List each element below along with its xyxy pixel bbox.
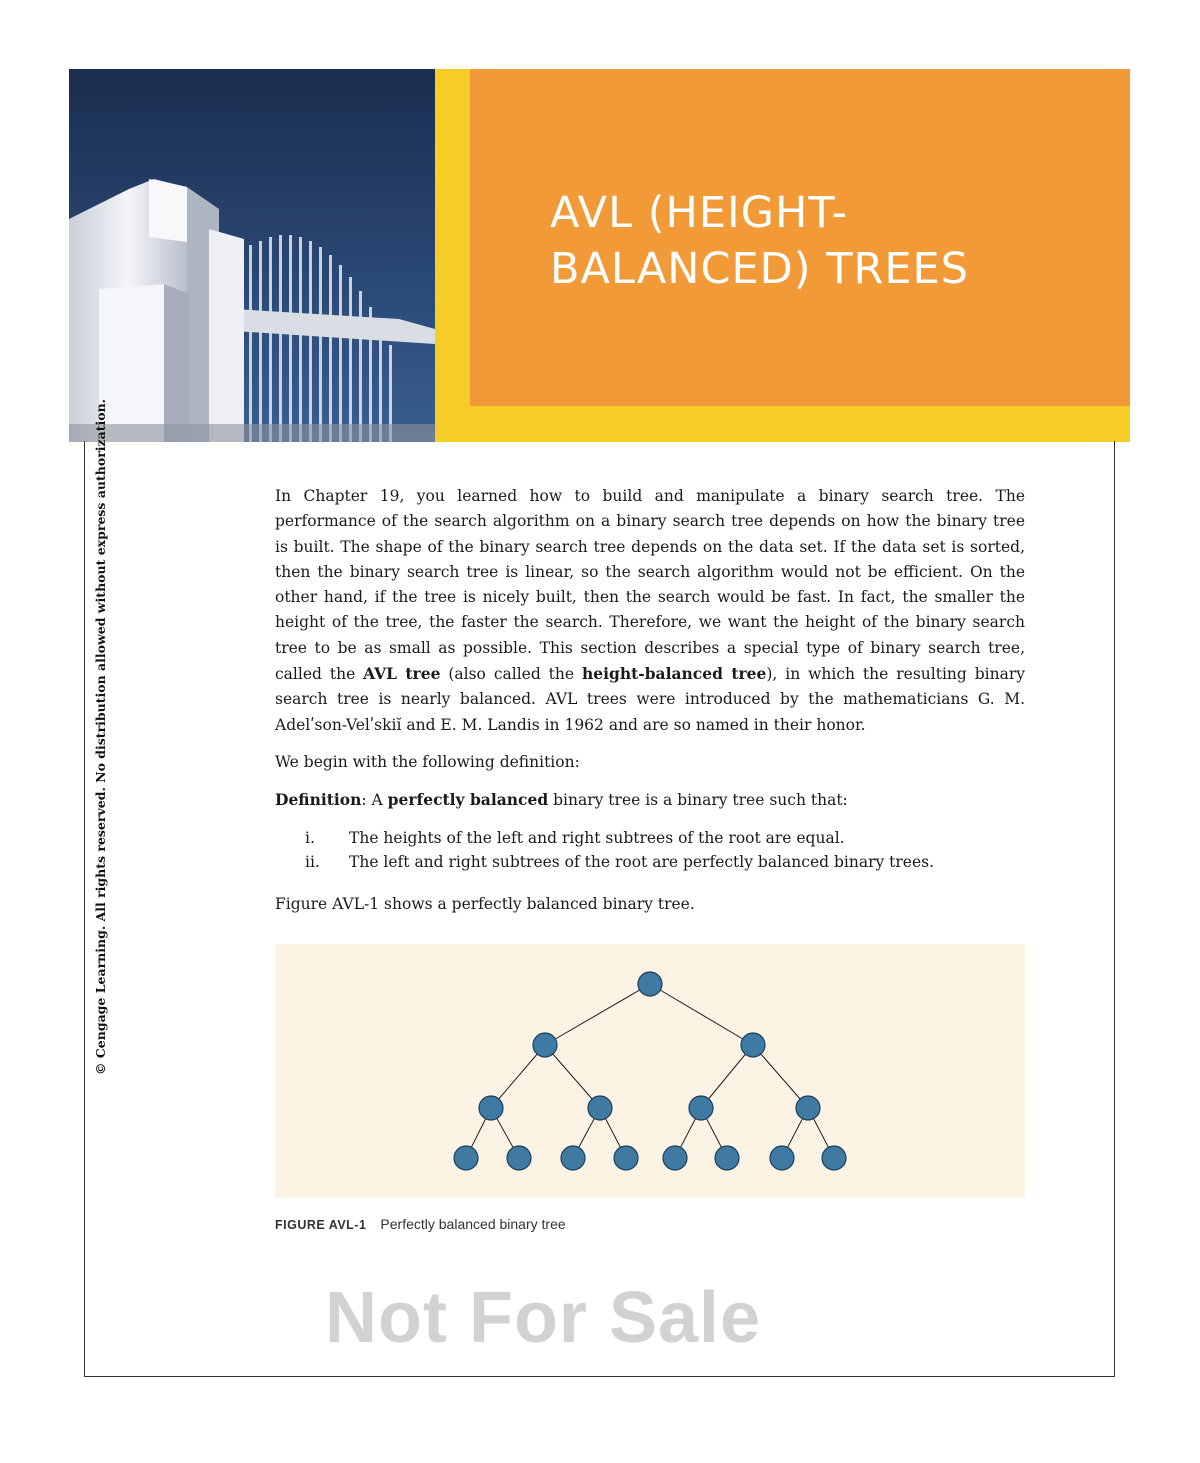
binary-tree-diagram <box>275 944 1025 1198</box>
tree-node <box>479 1096 503 1120</box>
figure-caption <box>275 1216 566 1232</box>
definition-term: perfectly balanced <box>387 790 549 810</box>
building-photo <box>69 69 435 442</box>
definition-paragraph <box>275 787 1025 813</box>
list-item <box>275 850 1025 874</box>
tree-node <box>715 1146 739 1170</box>
intro-text-3: ), in which the resulting binary search tree is nearly balanced. AVL trees were introduced by the mathematicians G. M. Adelʹson-Velʹskiĭ and E. M. Landis in 1962 and are so named in their honor. <box>275 665 1025 734</box>
tree-node <box>663 1146 687 1170</box>
list-text: The heights of the left and right subtrees of the root are equal. <box>349 828 845 847</box>
definition-conditions <box>275 826 1025 874</box>
tree-node <box>507 1146 531 1170</box>
copyright-notice: © Cengage Learning. All rights reserved. No distribution allowed without express authorization. <box>93 398 108 1075</box>
term-height-balanced-tree: height-balanced tree <box>581 664 767 684</box>
list-text: The left and right subtrees of the root are perfectly balanced binary trees. <box>349 852 935 871</box>
tree-node <box>561 1146 585 1170</box>
tree-node <box>741 1033 765 1057</box>
intro-text-2: (also called the <box>440 665 582 684</box>
figure-avl-1 <box>275 944 1025 1198</box>
term-avl-tree: AVL tree <box>363 664 441 684</box>
tree-node <box>454 1146 478 1170</box>
list-number: ii. <box>305 852 320 871</box>
tree-node <box>588 1096 612 1120</box>
tree-edge <box>545 984 650 1045</box>
tree-node <box>796 1096 820 1120</box>
not-for-sale-watermark: Not For Sale <box>325 1278 762 1358</box>
tree-node <box>533 1033 557 1057</box>
begin-paragraph: We begin with the following definition: <box>275 752 580 771</box>
tree-node <box>689 1096 713 1120</box>
figure-label: FIGURE AVL-1 <box>275 1218 367 1232</box>
definition-label: Definition <box>275 790 362 810</box>
tree-edge <box>650 984 753 1045</box>
list-item <box>275 826 1025 850</box>
figure-intro-paragraph: Figure AVL-1 shows a perfectly balanced binary tree. <box>275 894 695 913</box>
definition-rest: binary tree is a binary tree such that: <box>548 791 848 810</box>
chapter-header-photo <box>69 69 435 442</box>
tree-node <box>770 1146 794 1170</box>
chapter-title-line-1: AVL (HEIGHT- <box>550 188 849 238</box>
tree-node <box>614 1146 638 1170</box>
figure-caption-text: Perfectly balanced binary tree <box>380 1216 566 1232</box>
tree-node <box>638 972 662 996</box>
chapter-title <box>550 185 1110 297</box>
body-text <box>275 484 1025 917</box>
tree-node <box>822 1146 846 1170</box>
chapter-title-line-2: BALANCED) TREES <box>550 244 969 294</box>
list-number: i. <box>305 828 315 847</box>
intro-text-1: In Chapter 19, you learned how to build and manipulate a binary search tree. The performance of the search algorithm on a binary search tree depends on how the binary tree is built. The shape of the binary search tree depends on the data set. If the data set is sorted, then the binary search tree is linear, so the search algorithm would not be efficient. On the other hand, if the tree is nicely built, then the search would be fast. In fact, the smaller the height of the tree, the faster the search. Therefore, we want the height of the binary search tree to be as small as possible. This section describes a special type of binary search tree, called the <box>275 487 1025 684</box>
definition-sep: : A <box>361 791 388 810</box>
intro-paragraph <box>275 484 1025 738</box>
